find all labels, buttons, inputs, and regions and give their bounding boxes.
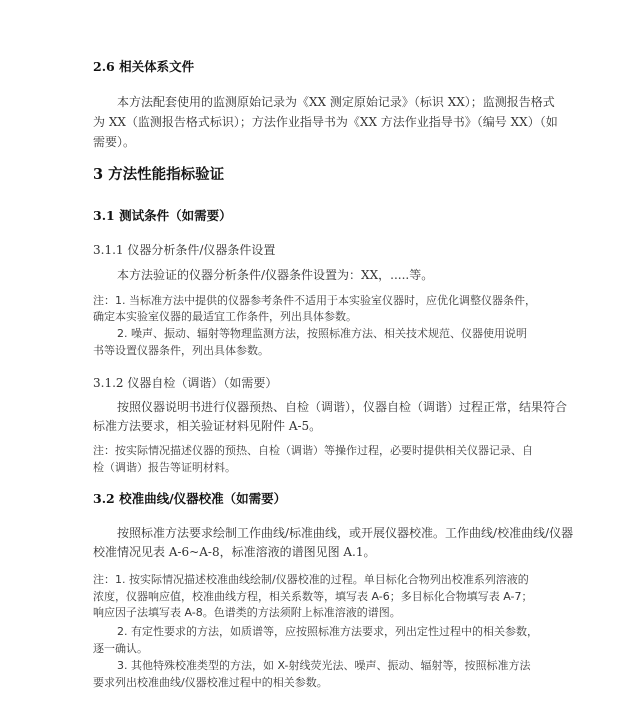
section-3-1-1-para: 本方法验证的仪器分析条件/仪器条件设置为：XX，.....等。 bbox=[117, 268, 434, 282]
section-3-1-2-note-line-2: 检（调谐）报告等证明材料。 bbox=[93, 461, 236, 474]
section-2-6-para-line-3: 需要）。 bbox=[93, 135, 136, 149]
section-3-1-1-note-line-4: 书等设置仪器条件，列出具体参数。 bbox=[93, 344, 269, 357]
section-2-6-para-line-1: 本方法配套使用的监测原始记录为《XX 测定原始记录》（标识 XX）；监测报告格式 bbox=[117, 95, 555, 109]
section-3-heading: 3 方法性能指标验证 bbox=[93, 166, 225, 183]
section-2-6-para-line-2: 为 XX（监测报告格式标识）；方法作业指导书为《XX 方法作业指导书》（编号 XX）（如 bbox=[93, 115, 558, 129]
section-3-1-2-para-line-2: 标准方法要求，相关验证材料见附件 A-5。 bbox=[93, 419, 322, 433]
section-2-6-heading: 2.6 相关体系文件 bbox=[93, 59, 195, 74]
section-3-1-2-note-line-1: 注：按实际情况描述仪器的预热、自检（调谐）等操作过程，必要时提供相关仪器记录、自 bbox=[93, 444, 533, 457]
section-3-2-note-line-1: 注：1. 按实际情况描述校准曲线绘制/仪器校准的过程。单目标化合物列出校准系列溶液的 bbox=[93, 573, 529, 586]
section-3-1-1-note-line-2: 确定本实验室仪器的最适宜工作条件，列出具体参数。 bbox=[93, 310, 357, 323]
section-3-2-note-line-4: 2. 有定性要求的方法，如质谱等，应按照标准方法要求，列出定性过程中的相关参数， bbox=[117, 625, 538, 638]
section-3-2-note-line-3: 响应因子法填写表 A-8。色谱类的方法须附上标准溶液的谱图。 bbox=[93, 606, 401, 619]
section-3-2-note-line-5: 逐一确认。 bbox=[93, 642, 148, 655]
section-3-1-1-note-line-3: 2. 噪声、振动、辐射等物理监测方法，按照标准方法、相关技术规范、仪器使用说明 bbox=[117, 327, 527, 340]
section-3-2-note-line-7: 要求列出校准曲线/仪器校准过程中的相关参数。 bbox=[93, 676, 328, 689]
section-3-2-note-line-6: 3. 其他特殊校准类型的方法，如 X-射线荧光法、噪声、振动、辐射等，按照标准方法 bbox=[117, 659, 531, 672]
section-3-1-2-para-line-1: 按照仪器说明书进行仪器预热、自检（调谐），仪器自检（调谐）过程正常，结果符合 bbox=[117, 400, 568, 414]
section-3-1-heading: 3.1 测试条件（如需要） bbox=[93, 208, 232, 223]
section-3-2-note-line-2: 浓度，仪器响应值，校准曲线方程，相关系数等，填写表 A-6；多目标化合物填写表 A-7； bbox=[93, 590, 533, 603]
section-3-1-1-heading: 3.1.1 仪器分析条件/仪器条件设置 bbox=[93, 243, 276, 257]
section-3-2-para-line-2: 校准情况见表 A-6~A-8，标准溶液的谱图见图 A.1。 bbox=[93, 545, 376, 559]
section-3-1-1-note-line-1: 注：1. 当标准方法中提供的仪器参考条件不适用于本实验室仪器时，应优化调整仪器条件， bbox=[93, 294, 536, 307]
section-3-1-2-heading: 3.1.2 仪器自检（调谐）（如需要） bbox=[93, 376, 278, 390]
section-3-2-para-line-1: 按照标准方法要求绘制工作曲线/标准曲线，或开展仪器校准。工作曲线/校准曲线/仪器 bbox=[117, 526, 574, 540]
section-3-2-heading: 3.2 校准曲线/仪器校准（如需要） bbox=[93, 491, 287, 506]
